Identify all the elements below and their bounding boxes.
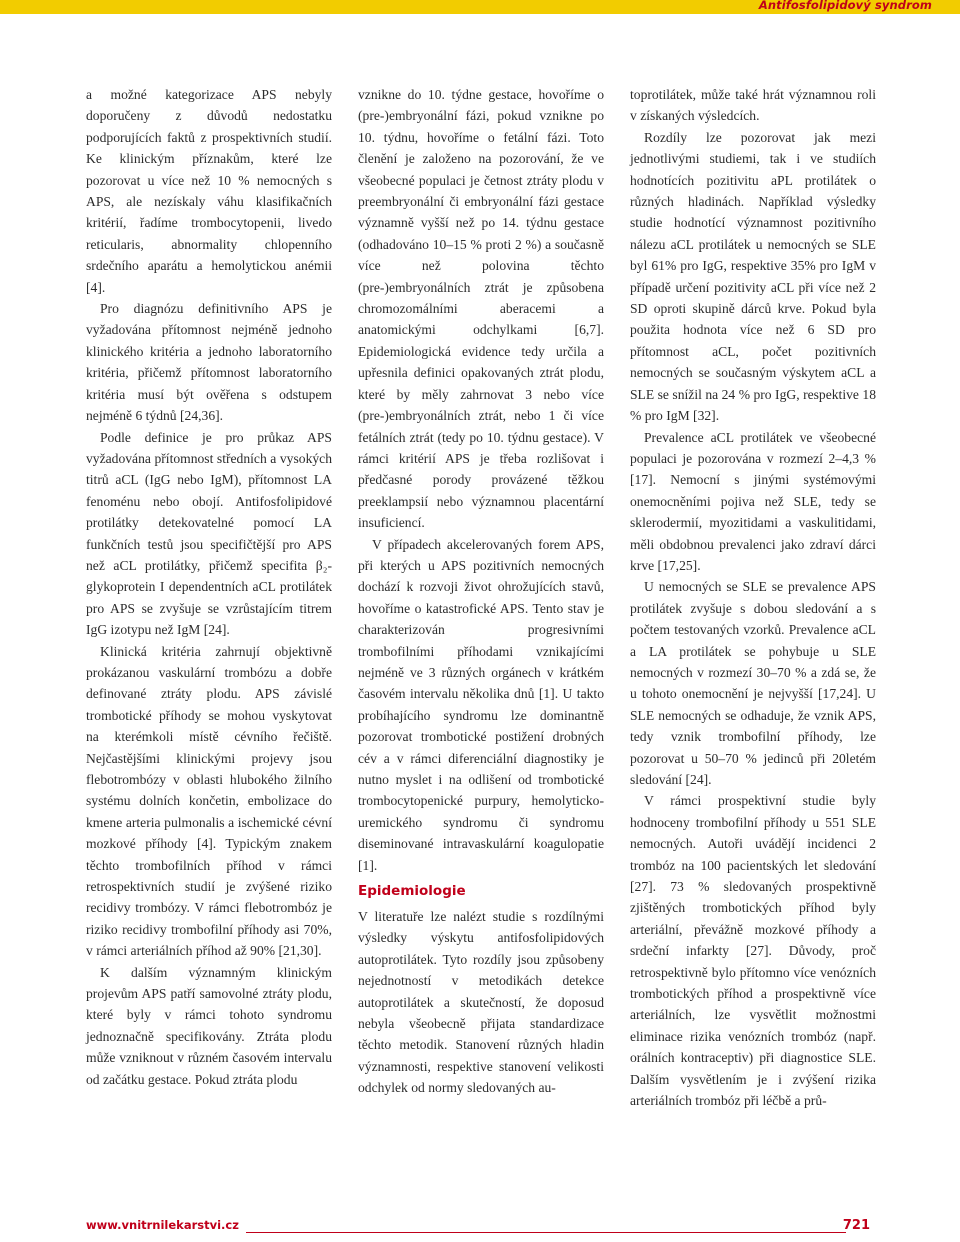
running-title: Antifosfolipidový syndrom	[758, 0, 932, 12]
paragraph: V literatuře lze nalézt studie s rozdílnými výsledky výskytu antifosfolipidových autoprotilátek. Tyto rozdíly jsou způsobeny nejednotností v metodikách detekce autoprotilátek a skutečností, že doposud nebyla všeobecně přijata standardizace těchto metodik. Stanovení různých hladin významnosti, respektive stanovení velikosti odchylek od normy sledovaných au-	[358, 909, 604, 1096]
paragraph: V rámci prospektivní studie byly hodnoceny trombofilní příhody u 551 SLE nemocných. Autoři uvádějí incidenci 2 trombóz na 100 pacientských let sledování [27]. 73 % sledovaných prospektivně zjištěných trombotických příhod byly arteriální, převážně mozkové příhody a srdeční infarkty [27]. Důvody, proč retrospektivně bylo přítomno více venózních trombotických příhod a prospektivně více arteriálních, lze vysvětlit možnostmi eliminace rizika venózních trombóz (např. orálních kontraceptiv) při diagnostice SLE. Dalším vysvětlením je i zvýšení rizika arteriálních trombóz při léčbě a prů-	[630, 793, 876, 1109]
column-2	[358, 84, 604, 1112]
paragraph: Rozdíly lze pozorovat jak mezi jednotlivými studiemi, tak i ve studiích hodnotících pozitivitu aPL protilátek o různých hladinách. Například výsledky studie hodnotící významnost pozitivního nálezu aCL protilátek u nemocných se SLE byl 61% pro IgG, respektive 35% pro IgM v případě určení pozitivity aCL při více než 2 SD oproti skupině dárců krve. Pokud byla použita hodnota více než 6 SD pro přítomnost aCL, počet pozitivních nemocných se současným výskytem aCL a SLE se snížil na 24 % pro IgG, respektive 18 % pro IgM [32].	[630, 129, 876, 424]
paragraph: Prevalence aCL protilátek ve všeobecné populaci je pozorována v rozmezí 2–4,3 % [17]. Nemocní s jinými systémovými onemocněními pojiva než SLE, tedy se sklerodermií, myozitidami a vaskulitidami, měli obdobnou prevalenci jako zdraví dárci krve [17,25].	[630, 429, 876, 573]
article-body	[86, 84, 876, 1112]
paragraph: a možné kategorizace APS nebyly doporučeny z důvodů nedostatku podporujících faktů z prospektivních studií. Ke klinickým příznakům, které lze pozorovat u více než 10 % nemocných s APS, ale nezískaly váhu klasifikačních kritérií, řadíme trombocytopenii, livedo reticularis, abnormality chlopenního srdečního aparátu a hemolytickou anémii [4].	[86, 87, 332, 295]
footer-divider	[246, 1232, 846, 1233]
column-1	[86, 84, 332, 1112]
column-3	[630, 84, 876, 1112]
section-heading: Epidemiologie	[358, 883, 466, 900]
footer-website: www.vnitrnilekarstvi.cz	[86, 1218, 239, 1232]
paragraph: K dalším významným klinickým projevům APS patří samovolné ztráty plodu, které byly v rámci tohoto syndromu jednoznačně specifikovány. Ztráta plodu může vzniknout v různém časovém intervalu od začátku gestace. Pokud ztráta plodu	[86, 964, 332, 1087]
paragraph: vznikne do 10. týdne gestace, hovoříme o (pre-)embryonální fázi, pokud vznikne po 10. týdnu, hovoříme o fetální fázi. Toto členění je založeno na pozorování, že ve všeobecné populaci je četnost ztráty plodu v preembryonální či embryonální fázi gestace významně vyšší než po 14. týdnu gestace (odhadováno 10–15 % proti 2 %) a současně více než polovina těchto (pre-)embryonálních ztrát je způsobena chromozomálními aberacemi a anatomickými odchylkami [6,7]. Epidemiologická evidence tedy určila a upřesnila definici opakovaných ztrát plodu, které by měly zahrnovat 3 nebo více (pre-)embryonálních ztrát, nebo 1 či více fetálních ztrát (tedy po 10. týdnu gestace). V rámci kritérií APS je třeba rozlišovat i předčasné porody provázené těžkou preeklampsií nebo významnou placentární insuficiencí.	[358, 87, 604, 531]
paragraph: Podle definice je pro průkaz APS vyžadována přítomnost středních a vysokých titrů aCL (IgG nebo IgM), přítomnost LA fenoménu nebo obojí. Antifosfolipidové protilátky detekovatelné pomocí LA funkčních testů jsou specifičtější pro APS než aCL protilátky, přičemž specifita β₂-glykoprotein I dependentních aCL protilátek pro APS se zvyšuje se vzrůstajícím titrem IgG izotypu než IgM [24].	[86, 429, 332, 638]
paragraph: Pro diagnózu definitivního APS je vyžadována přítomnost nejméně jednoho klinického kritéria a jednoho laboratorního kritéria, přičemž přítomnost laboratorního kritéria musí být ověřena s odstupem nejméně 6 týdnů [24,36].	[86, 301, 332, 424]
page-number: 721	[842, 1218, 870, 1233]
paragraph: V případech akcelerovaných forem APS, při kterých u APS pozitivních nemocných dochází k rozvoji život ohrožujících stavů, hovoříme o katastrofické APS. Tento stav je charakterizován progresivními trombofilními příhodami vznikajícími nejméně ve 3 různých orgánech v krátkém časovém intervalu několika dnů [1]. U takto probíhajícího syndromu lze dominantně pozorovat trombotické postižení drobných cév a v rámci diferenciální diagnostiky je nutno myslet i na odlišení od trombotické trombocytopenické purpury, hemolyticko-uremického syndromu či syndromu diseminované intravaskulární koagulopatie [1].	[358, 536, 604, 873]
paragraph: toprotilátek, může také hrát významnou roli v získaných výsledcích.	[630, 87, 876, 124]
paragraph: Klinická kritéria zahrnují objektivně prokázanou vaskulární trombózu a dobře definované ztráty plodu. APS závislé trombotické příhody se mohou vyskytovat na kterémkoli místě cévního řečiště. Nejčastějšími klinickými projevy jsou flebotrombózy v oblasti hlubokého žilního systému dolních končetin, embolizace do kmene arteria pulmonalis a ischemické cévní mozkové příhody [4]. Typickým znakem těchto trombofilních příhod v rámci retrospektivních studií je zvýšené riziko recidivy trombózy. V rámci flebotrombóz je riziko recidivy trombofilní příhody asi 70%, v rámci arteriálních příhod až 90% [21,30].	[86, 643, 332, 959]
paragraph: U nemocných se SLE se prevalence APS protilátek zvyšuje s dobou sledování a s počtem testovaných vzorků. Prevalence aCL a LA protilátek se pohybuje u SLE nemocných v rozmezí 30–70 % a zdá se, že u tohoto onemocnění je nejvyšší [17,24]. U SLE nemocných se odhaduje, že vznik APS, tedy vznik trombofilní příhody, lze pozorovat u 50–70 % jedinců při 20letém sledování [24].	[630, 579, 876, 787]
